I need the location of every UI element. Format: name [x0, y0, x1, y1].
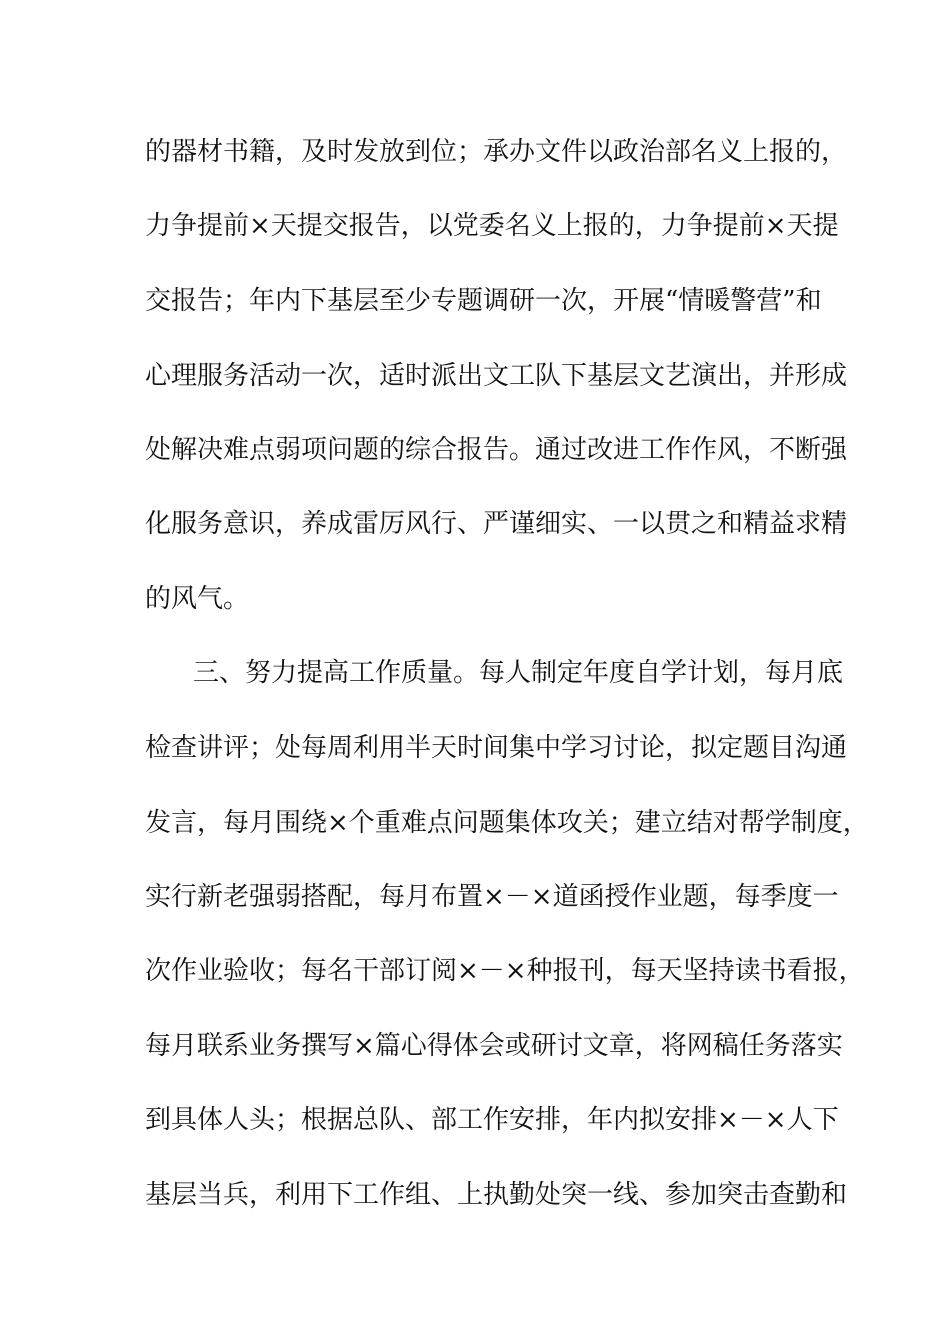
paragraph-2-line-7: 到具体人头；根据总队、部工作安排，年内拟安排×－×人下 [145, 1105, 839, 1135]
paragraph-1-line-1: 的器材书籍，及时发放到位；承办文件以政治部名义上报的， [145, 137, 848, 167]
paragraph-2-line-6: 每月联系业务撰写×篇心得体会或研讨文章，将网稿任务落实 [145, 1031, 843, 1061]
paragraph-1-line-5: 处解决难点弱项问题的综合报告。通过改进工作作风，不断强 [145, 435, 848, 465]
paragraph-2-line-3: 发言，每月围绕×个重难点问题集体攻关；建立结对帮学制度， [145, 808, 869, 838]
paragraph-2-line-8: 基层当兵，利用下工作组、上执勤处突一线、参加突击查勤和 [145, 1180, 848, 1210]
paragraph-1-line-2: 力争提前×天提交报告，以党委名义上报的，力争提前×天提 [145, 211, 839, 241]
paragraph-1-line-7: 的风气。 [145, 584, 250, 614]
paragraph-1-line-6: 化服务意识，养成雷厉风行、严谨细实、一以贯之和精益求精 [145, 509, 848, 539]
paragraph-2-line-1: 三、努力提高工作质量。每人制定年度自学计划，每月底 [193, 658, 844, 688]
paragraph-2-line-5: 次作业验收；每名干部订阅×－×种报刊，每天坚持读书看报， [145, 956, 865, 986]
paragraph-2-line-2: 检查讲评；处每周利用半天时间集中学习讨论，拟定题目沟通 [145, 733, 848, 763]
paragraph-1-line-3: 交报告；年内下基层至少专题调研一次，开展“情暖警营”和 [145, 286, 822, 316]
paragraph-2-line-4: 实行新老强弱搭配，每月布置×－×道函授作业题，每季度一 [145, 882, 839, 912]
paragraph-1-line-4: 心理服务活动一次，适时派出文工队下基层文艺演出，并形成 [145, 361, 848, 391]
